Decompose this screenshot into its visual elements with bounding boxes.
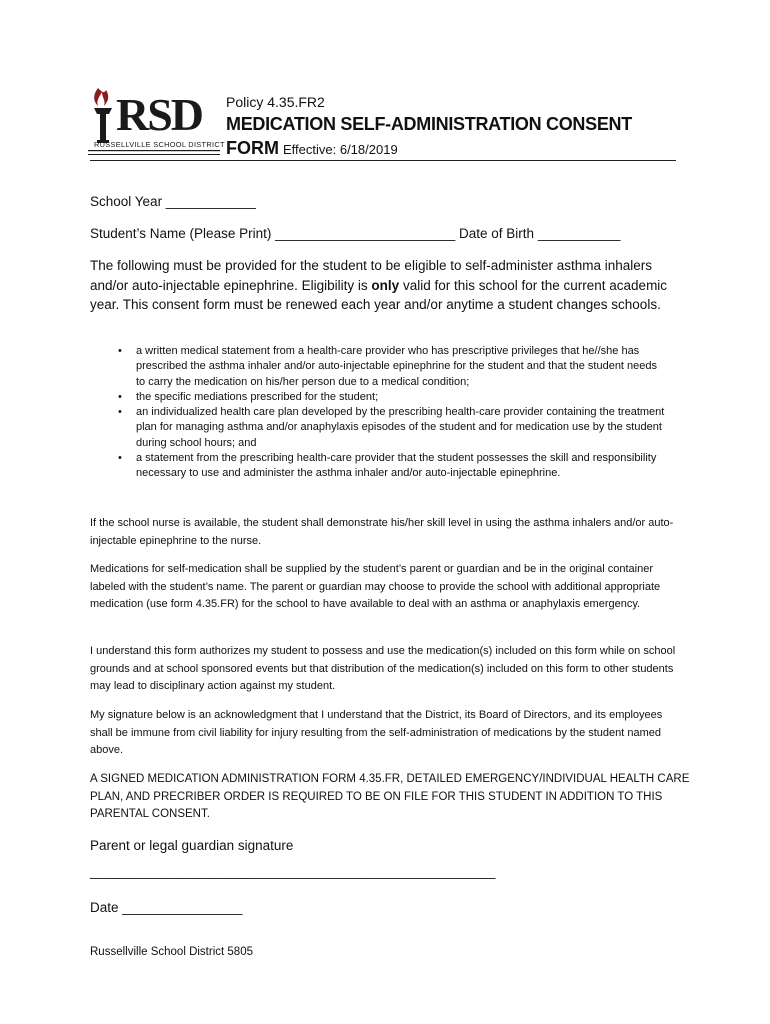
list-item: • a statement from the prescribing health-care provider that the student possesses the skill and responsibility necessary to use and administer the asthma inhaler and/or auto-injectable epinephrine.	[118, 451, 666, 482]
page-title: MEDICATION SELF-ADMINISTRATION CONSENT	[226, 114, 632, 134]
header-divider	[90, 160, 676, 161]
intro-bold: only	[371, 277, 400, 293]
authorize-paragraph: I understand this form authorizes my student to possess and use the medication(s) included on this form while on school grounds and at school sponsored events but that distribution of the medication(s) included on this form to other students may lead to disciplinary action against my student.	[90, 645, 676, 692]
effective-date: Effective: 6/18/2019	[283, 142, 398, 157]
date-field[interactable]: Date ________________	[90, 900, 243, 915]
list-item: • an individualized health care plan developed by the prescribing health-care provider containing the treatment plan for managing asthma and/or anaphylaxis episodes of the student and for medication use by the student during school hours; and	[118, 405, 666, 451]
requirements-list	[118, 344, 666, 482]
intro-text-1: The following must be provided for the student to be eligible to self-administer asthma inhalers and/or auto-injectable epinephrine. Eligibility is	[90, 258, 653, 293]
signature-field[interactable]: ______________________________________________________	[90, 864, 496, 879]
required-notice: A SIGNED MEDICATION ADMINISTRATION FORM 4.35.FR, DETAILED EMERGENCY/INDIVIDUAL HEALTH CARE PLAN, AND PRECRIBER ORDER IS REQUIRED TO BE ON FILE FOR THIS STUDENT IN ADDITION TO THIS PARENTAL CONSENT.	[90, 773, 690, 820]
policy-number: Policy 4.35.FR2	[226, 94, 325, 110]
torch-icon	[94, 88, 112, 143]
logo-initials: RSD	[116, 89, 203, 140]
list-item: • a written medical statement from a health-care provider who has prescriptive privileges that he//she has prescribed the asthma inhaler and/or auto-injectable epinephrine for the student and that the student needs to carry the medication on his/her person due to a medical condition;	[118, 344, 666, 390]
footer-text: Russellville School District 5805	[90, 946, 253, 958]
logo-subtitle: RUSSELLVILLE SCHOOL DISTRICT	[94, 140, 225, 149]
signature-label: Parent or legal guardian signature	[90, 838, 294, 853]
liability-paragraph: My signature below is an acknowledgment that I understand that the District, its Board of Directors, and its employees shall be immune from civil liability for injury resulting from the self-administration of medications by the student named above.	[90, 709, 663, 756]
intro-text-2: valid for this school for the current academic year. This consent form must be renewed each year and/or anytime a student changes schools.	[90, 277, 668, 312]
nurse-paragraph: If the school nurse is available, the student shall demonstrate his/her skill level in using the asthma inhalers and/or auto-injectable epinephrine to the nurse.	[90, 517, 674, 547]
list-item: • the specific mediations prescribed for the student;	[118, 390, 666, 405]
school-year-field[interactable]: School Year ____________	[90, 194, 256, 209]
student-name-dob-field[interactable]: Student’s Name (Please Print) ________________________ Date of Birth ___________	[90, 226, 621, 241]
supply-paragraph: Medications for self-medication shall be supplied by the student’s parent or guardian and be in the original container labeled with the student’s name. The parent or guardian may choose to provide the school with additional appropriate medication (use form 4.35.FR) for the school to have available to deal with an asthma or anaphylaxis emergency.	[90, 563, 661, 610]
title-word-form: FORM	[226, 138, 279, 158]
page-title-line2	[226, 138, 398, 159]
eligibility-paragraph	[90, 256, 670, 315]
